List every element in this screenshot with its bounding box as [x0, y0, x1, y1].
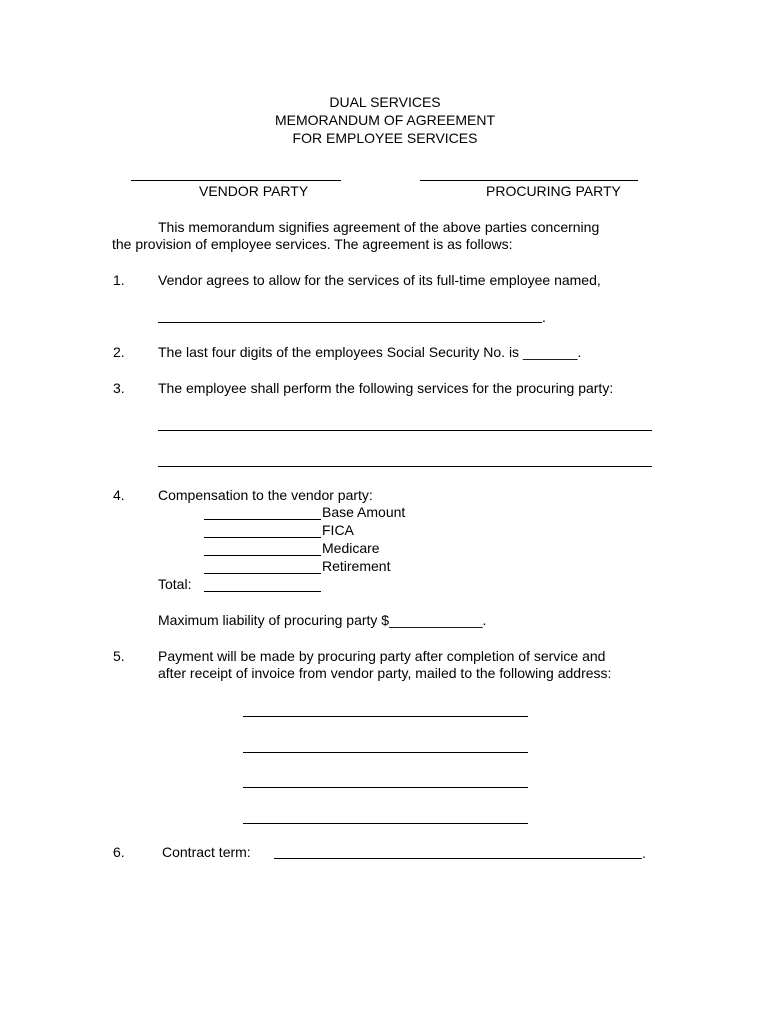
contract-term-label: Contract term:: [162, 844, 251, 860]
procuring-party-label: PROCURING PARTY: [486, 183, 621, 199]
services-line-1[interactable]: [158, 430, 652, 431]
fica-label: FICA: [322, 522, 354, 538]
item-4-text: Compensation to the vendor party:: [158, 487, 373, 503]
medicare-line[interactable]: [204, 555, 321, 556]
procuring-party-line[interactable]: [420, 180, 638, 181]
title-line-1: DUAL SERVICES: [329, 94, 441, 110]
retirement-line[interactable]: [204, 573, 321, 574]
item-5-number: 5.: [113, 648, 125, 664]
title-line-3: FOR EMPLOYEE SERVICES: [292, 130, 478, 146]
medicare-label: Medicare: [322, 540, 380, 556]
total-label: Total:: [158, 576, 192, 592]
address-line-1[interactable]: [243, 716, 528, 717]
retirement-label: Retirement: [322, 558, 391, 574]
item-2-text: The last four digits of the employees Social Security No. is _______.: [158, 344, 582, 360]
item-1-number: 1.: [113, 272, 125, 288]
intro-line-2: the provision of employee services. The agreement is as follows:: [112, 236, 513, 252]
item-3-text: The employee shall perform the following services for the procuring party:: [158, 380, 614, 396]
employee-name-line[interactable]: [158, 322, 542, 323]
item-1-period: .: [542, 309, 546, 325]
item-3-number: 3.: [113, 380, 125, 396]
item-5-text-line-1: Payment will be made by procuring party after completion of service and: [158, 648, 606, 664]
address-line-3[interactable]: [243, 787, 528, 788]
vendor-party-line[interactable]: [131, 180, 341, 181]
item-2-number: 2.: [113, 344, 125, 360]
fica-line[interactable]: [204, 537, 321, 538]
total-line[interactable]: [204, 591, 321, 592]
address-line-2[interactable]: [243, 752, 528, 753]
item-6-number: 6.: [113, 844, 125, 860]
address-line-4[interactable]: [243, 823, 528, 824]
item-4-number: 4.: [113, 487, 125, 503]
contract-term-period: .: [642, 845, 646, 861]
services-line-2[interactable]: [158, 466, 652, 467]
intro-line-1: This memorandum signifies agreement of the above parties concerning: [158, 219, 600, 235]
item-5-text-line-2: after receipt of invoice from vendor party, mailed to the following address:: [158, 665, 612, 681]
item-1-text: Vendor agrees to allow for the services of its full-time employee named,: [158, 272, 601, 288]
title-line-2: MEMORANDUM OF AGREEMENT: [274, 112, 496, 128]
contract-term-line[interactable]: [274, 858, 642, 859]
base-amount-label: Base Amount: [322, 504, 406, 520]
base-amount-line[interactable]: [204, 519, 321, 520]
max-liability-text: Maximum liability of procuring party $____________.: [158, 612, 487, 628]
vendor-party-label: VENDOR PARTY: [199, 183, 309, 199]
